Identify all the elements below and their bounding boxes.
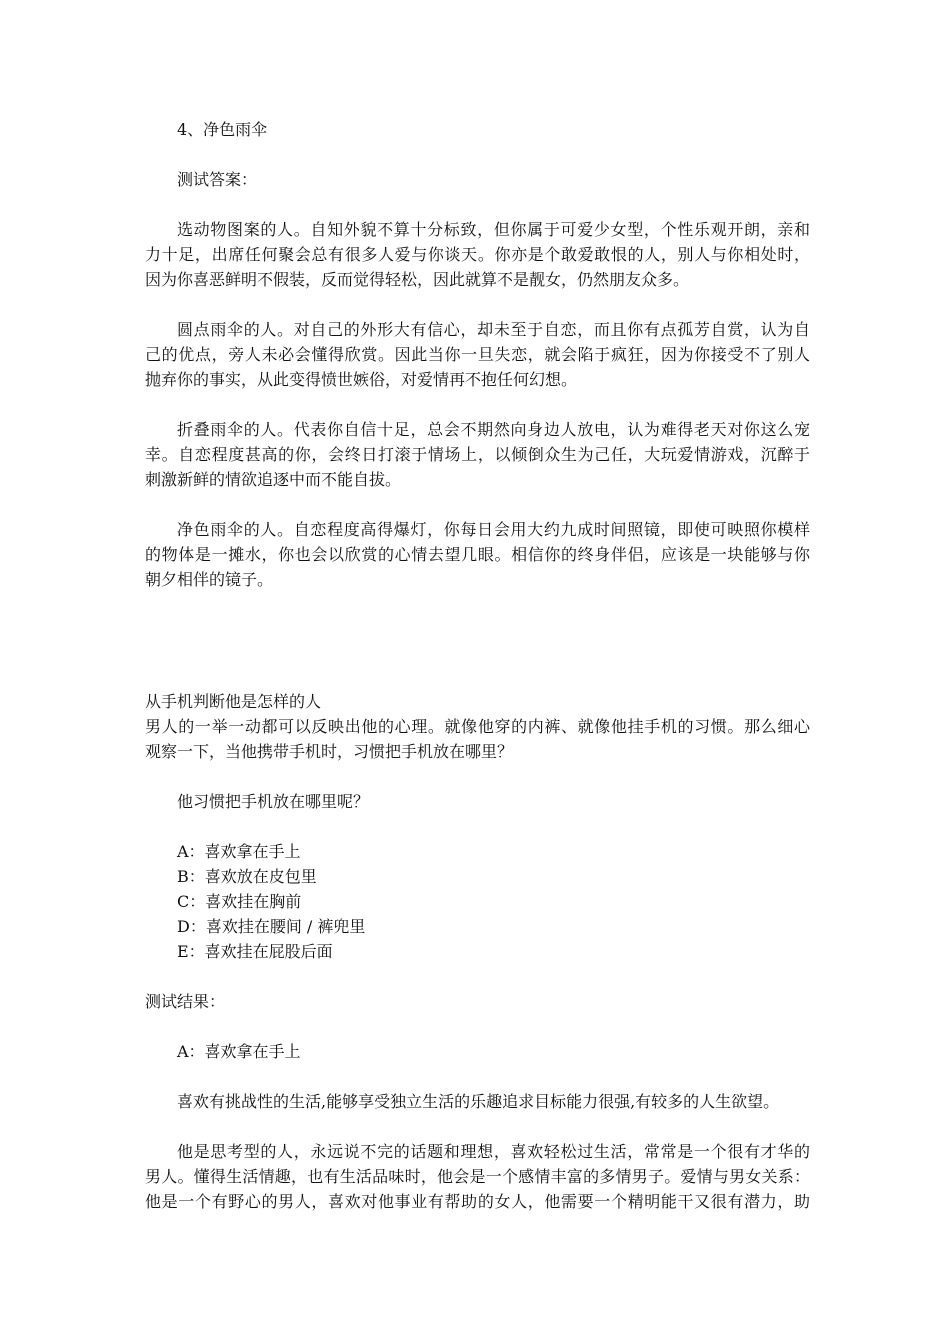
paragraph-line: 圆点雨伞的人。对自己的外形大有信心，却未至于自恋，而且你有点孤芳自赏，认为自 (177, 320, 810, 339)
answer-label: 测试答案： (177, 170, 258, 189)
paragraph-line: 因为你喜恶鲜明不假装，反而觉得轻松，因此就算不是靓女，仍然朋友众多。 (145, 270, 690, 289)
paragraph-line: 的物体是一摊水，你也会以欣赏的心情去望几眼。相信你的终身伴侣，应该是一块能够与你 (145, 545, 810, 564)
paragraph-line: 他是思考型的人，永远说不完的话题和理想，喜欢轻松过生活，常常是一个很有才华的 (177, 1142, 810, 1161)
result-label: 测试结果： (145, 992, 226, 1011)
paragraph-line: 幸。自恋程度甚高的你，会终日打滚于情场上，以倾倒众生为己任，大玩爱情游戏，沉醉于 (145, 445, 810, 464)
article-title: 从手机判断他是怎样的人 (145, 692, 322, 711)
question-text: 他习惯把手机放在哪里呢？ (177, 792, 370, 811)
paragraph-line: 喜欢有挑战性的生活,能够享受独立生活的乐趣追求目标能力很强,有较多的人生欲望。 (177, 1092, 780, 1111)
option-b: B：喜欢放在皮包里 (177, 867, 317, 886)
intro-line: 男人的一举一动都可以反映出他的心理。就像他穿的内裤、就像他挂手机的习惯。那么细心 (145, 717, 810, 736)
paragraph-line: 他是一个有野心的男人，喜欢对他事业有帮助的女人，他需要一个精明能干又很有潜力，助 (145, 1192, 810, 1211)
result-a-title: A：喜欢拿在手上 (177, 1042, 301, 1061)
paragraph-line: 力十足，出席任何聚会总有很多人爱与你谈天。你亦是个敢爱敢恨的人，别人与你相处时， (145, 245, 810, 264)
intro-line: 观察一下，当他携带手机时，习惯把手机放在哪里？ (145, 742, 514, 761)
option-c: C：喜欢挂在胸前 (177, 892, 302, 911)
paragraph-line: 净色雨伞的人。自恋程度高得爆灯，你每日会用大约九成时间照镜，即使可映照你模样 (177, 520, 810, 539)
paragraph-line: 男人。懂得生活情趣，也有生活品味时，他会是一个感情丰富的多情男子。爱情与男女关系： (145, 1167, 810, 1186)
section-heading: 4、净色雨伞 (177, 120, 268, 139)
option-e: E：喜欢挂在屁股后面 (177, 942, 333, 961)
paragraph-line: 朝夕相伴的镜子。 (145, 570, 274, 589)
paragraph-line: 折叠雨伞的人。代表你自信十足，总会不期然向身边人放电，认为难得老天对你这么宠 (177, 420, 810, 439)
option-d: D：喜欢挂在腰间 / 裤兜里 (177, 917, 366, 936)
paragraph-line: 刺激新鲜的情欲追逐中而不能自拔。 (145, 470, 402, 489)
option-a: A：喜欢拿在手上 (177, 842, 301, 861)
paragraph-line: 己的优点，旁人未必会懂得欣赏。因此当你一旦失恋，就会陷于疯狂，因为你接受不了别人 (145, 345, 810, 364)
paragraph-line: 选动物图案的人。自知外貌不算十分标致，但你属于可爱少女型，个性乐观开朗，亲和 (177, 220, 810, 239)
paragraph-line: 抛弃你的事实，从此变得愤世嫉俗，对爱情再不抱任何幻想。 (145, 370, 578, 389)
